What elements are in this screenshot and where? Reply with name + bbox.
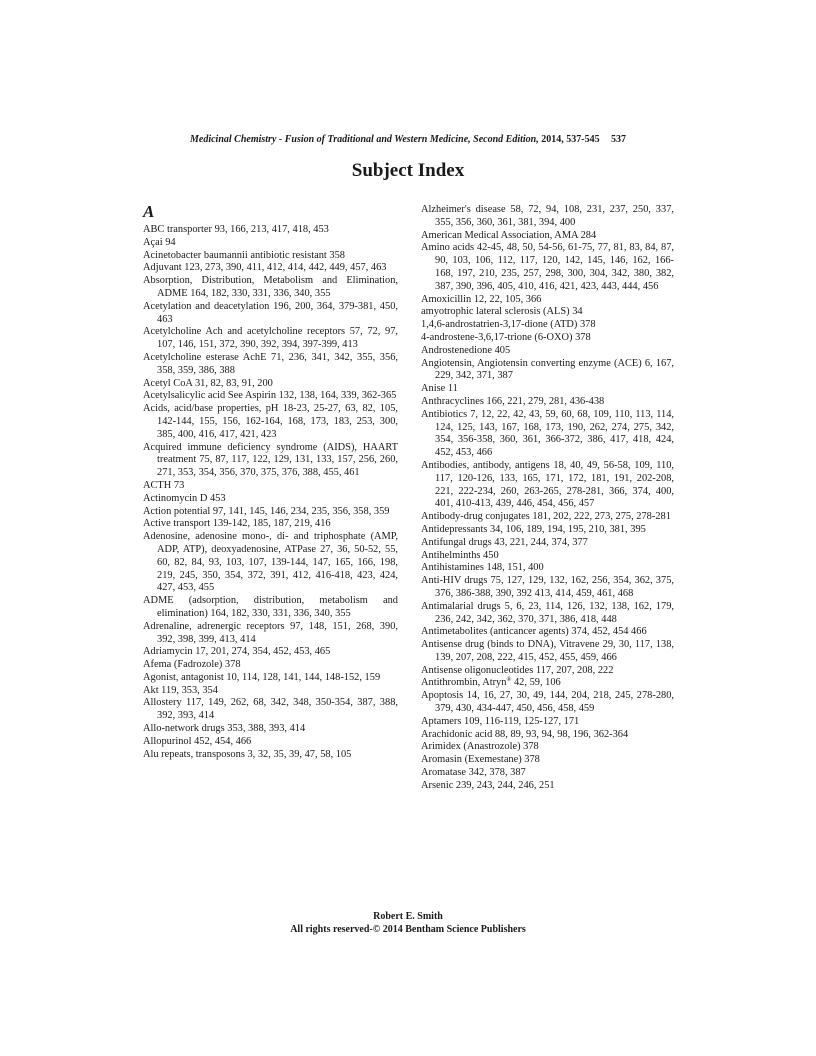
index-entry: Agonist, antagonist 10, 114, 128, 141, 144, 148-152, 159 (143, 671, 381, 683)
index-entry: Allopurinol 452, 454, 466 (143, 735, 252, 747)
journal-title: Medicinal Chemistry - Fusion of Traditional and Western Medicine, Second Edition, (190, 134, 539, 145)
index-entry: Arimidex (Anastrozole) 378 (421, 741, 539, 753)
index-entry: Anti-HIV drugs 75, 127, 129, 132, 162, 256, 354, 362, 375, 376, 386-388, 390, 392 413, 414, 459, 461, 468 (421, 575, 674, 599)
index-entry: Amoxicillin 12, 22, 105, 366 (421, 293, 542, 305)
index-entry: Androstenedione 405 (421, 344, 511, 356)
index-entry: Acetyl CoA 31, 82, 83, 91, 200 (143, 377, 273, 389)
index-entry: Angiotensin, Angiotensin converting enzyme (ACE) 6, 167, 229, 342, 371, 387 (421, 357, 674, 382)
section-letter: A (143, 202, 155, 221)
index-entry: Acquired immune deficiency syndrome (AIDS), HAART treatment 75, 87, 117, 122, 129, 131, 133, 157, 256, 260, 271, 353, 354, 356, 370, 375, 376, 388, 455, 461 (143, 441, 398, 479)
index-entry: Adenosine, adenosine mono-, di- and triphosphate (AMP, ADP, ATP), deoxyadenosine, ATPase 27, 36, 50-52, 55, 60, 82, 84, 93, 103, 107, 139-144, 147, 165, 166, 198, 219, 245, 350, 354, 372, 391, 412, 416-418, 423, 424, 427, 453, 455 (143, 531, 398, 594)
index-entry: Antisense drug (binds to DNA), Vitravene 29, 30, 117, 138, 139, 207, 208, 222, 415, 452, 455, 459, 466 (421, 639, 674, 663)
index-entry: Aromatase 342, 378, 387 (421, 767, 526, 779)
index-entry: ADME (adsorption, distribution, metabolism and elimination) 164, 182, 330, 331, 336, 340, 355 (143, 595, 398, 619)
index-entry: Action potential 97, 141, 145, 146, 234, 235, 356, 358, 359 (143, 505, 390, 517)
index-entry: Arachidonic acid 88, 89, 93, 94, 98, 196, 362-364 (421, 728, 629, 740)
index-entry: ACTH 73 (143, 479, 185, 491)
index-entry: Acetylcholine esterase AchE 71, 236, 341, 342, 355, 356, 358, 359, 386, 388 (143, 351, 398, 376)
author-name: Robert E. Smith (373, 911, 443, 922)
page-number: 537 (611, 134, 626, 145)
index-entry: Anthracyclines 166, 221, 279, 281, 436-438 (421, 395, 605, 407)
index-entry: Antimetabolites (anticancer agents) 374, 452, 454 466 (421, 626, 647, 638)
index-entry: Antihistamines 148, 151, 400 (421, 562, 544, 574)
index-entry: American Medical Association, AMA 284 (421, 229, 597, 241)
index-entry: Antidepressants 34, 106, 189, 194, 195, 210, 381, 395 (421, 523, 646, 535)
index-column-left (143, 202, 398, 761)
index-entry: Adjuvant 123, 273, 390, 411, 412, 414, 442, 449, 457, 463 (143, 262, 387, 274)
index-entry: Adriamycin 17, 201, 274, 354, 452, 453, 465 (143, 646, 331, 658)
index-entry: Antisense oligonucleotides 117, 207, 208, 222 (421, 664, 614, 676)
index-entry: Antibody-drug conjugates 181, 202, 222, 273, 275, 278-281 (421, 511, 671, 523)
index-column-right (421, 204, 674, 793)
index-entry: Actinomycin D 453 (143, 492, 226, 504)
index-entry: Acetylcholine Ach and acetylcholine receptors 57, 72, 97, 107, 146, 151, 372, 390, 392, 394, 397-399, 413 (143, 326, 398, 351)
index-entry: amyotrophic lateral sclerosis (ALS) 34 (421, 306, 583, 318)
index-entry: Alzheimer's disease 58, 72, 94, 108, 231, 237, 250, 337, 355, 356, 360, 361, 381, 394, 400 (421, 204, 674, 228)
index-entry: Acids, acid/base properties, pH 18-23, 25-27, 63, 82, 105, 142-144, 155, 156, 162-164, 168, 173, 183, 253, 300, 385, 400, 416, 417, 421, 423 (143, 403, 398, 440)
index-entry: Antithrombin, Atryn® 42, 59, 106 (421, 676, 561, 689)
index-entry: 4-androstene-3,6,17-trione (6-OXO) 378 (421, 331, 591, 343)
index-entry: Acetylsalicylic acid See Aspirin 132, 138, 164, 339, 362-365 (143, 390, 397, 402)
index-entry: Adrenaline, adrenergic receptors 97, 148, 151, 268, 390, 392, 398, 399, 413, 414 (143, 620, 398, 645)
index-entry: Antibiotics 7, 12, 22, 42, 43, 59, 60, 68, 109, 110, 113, 114, 124, 125, 143, 167, 168, 173, 190, 262, 274, 275, 342, 354, 356-358, 360, 361, 366-372, 386, 417, 418, 424, 452, 453, 466 (421, 408, 674, 459)
index-entry: Akt 119, 353, 354 (143, 684, 218, 696)
index-entry: Acinetobacter baumannii antibiotic resistant 358 (143, 249, 345, 261)
index-entry: Aptamers 109, 116-119, 125-127, 171 (421, 715, 580, 727)
index-entry: Amino acids 42-45, 48, 50, 54-56, 61-75, 77, 81, 83, 84, 87, 90, 103, 106, 112, 117, 120, 142, 145, 146, 162, 166-168, 197, 210, 235, 257, 298, 300, 304, 342, 380, 382, 387, 390, 396, 405, 410, 416, 421, 423, 443, 444, 456 (421, 242, 674, 292)
index-entry: Aromasin (Exemestane) 378 (421, 754, 540, 766)
citation: 2014, 537-545 (541, 134, 600, 145)
index-entry: Allostery 117, 149, 262, 68, 342, 348, 350-354, 387, 388, 392, 393, 414 (143, 697, 398, 722)
index-entry: Afema (Fadrozole) 378 (143, 659, 241, 671)
index-entry: Antimalarial drugs 5, 6, 23, 114, 126, 132, 138, 162, 179, 236, 242, 342, 362, 370, 371, 386, 418, 448 (421, 600, 674, 625)
index-entry: Alu repeats, transposons 3, 32, 35, 39, 47, 58, 105 (143, 748, 352, 760)
index-entry: Arsenic 239, 243, 244, 246, 251 (421, 779, 555, 791)
index-entry: ABC transporter 93, 166, 213, 417, 418, 453 (143, 224, 329, 235)
index-entry: 1,4,6-androstatrien-3,17-dione (ATD) 378 (421, 319, 596, 331)
page-title: Subject Index (351, 160, 465, 181)
registered-mark: ® (506, 676, 512, 684)
index-entry: Antihelminths 450 (421, 549, 499, 561)
index-entry: Active transport 139-142, 185, 187, 219, 416 (143, 518, 331, 530)
index-entry: Antifungal drugs 43, 221, 244, 374, 377 (421, 536, 588, 548)
footer (0, 911, 816, 936)
index-entry: Absorption, Distribution, Metabolism and Elimination, ADME 164, 182, 330, 331, 336, 340, 355 (143, 275, 398, 299)
running-head (190, 134, 626, 145)
index-entry: Allo-network drugs 353, 388, 393, 414 (143, 723, 306, 735)
index-entry: Antibodies, antibody, antigens 18, 40, 49, 56-58, 109, 110, 117, 120-126, 133, 165, 171, 172, 181, 191, 202-208, 221, 222-234, 260, 263-265, 278-281, 366, 374, 400, 401, 410-413, 439, 446, 454, 456, 457 (421, 459, 674, 510)
index-entry: Açai 94 (143, 236, 176, 248)
index-entry: Acetylation and deacetylation 196, 200, 364, 379-381, 450, 463 (143, 300, 398, 325)
index-entry: Anise 11 (421, 383, 458, 395)
index-entry: Apoptosis 14, 16, 27, 30, 49, 144, 204, 218, 245, 278-280, 379, 430, 434-447, 450, 456, 458, 459 (421, 690, 674, 715)
copyright-notice: All rights reserved-© 2014 Bentham Science Publishers (290, 923, 526, 935)
